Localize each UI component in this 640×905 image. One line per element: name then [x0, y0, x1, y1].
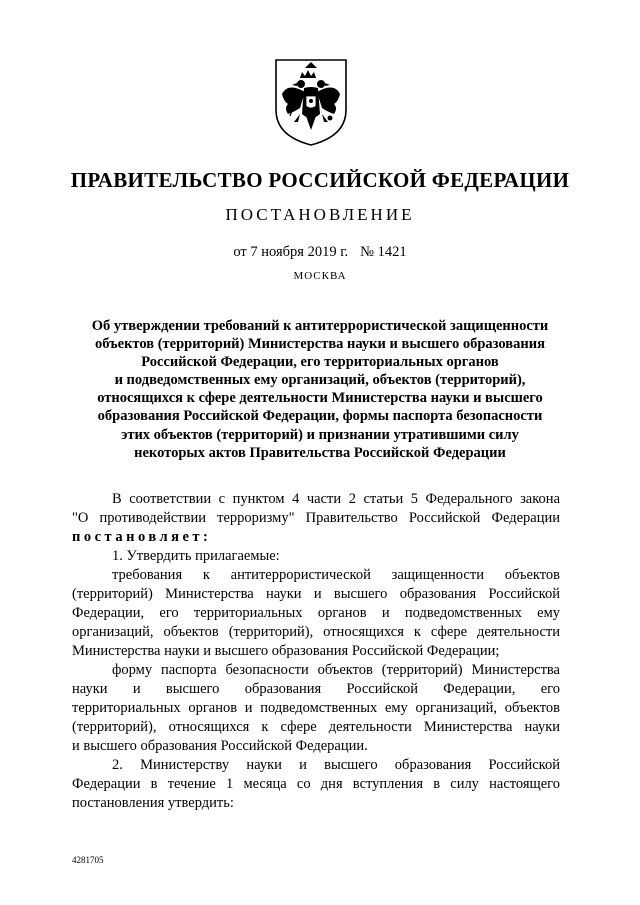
document-date-line [0, 244, 640, 261]
government-title: ПРАВИТЕЛЬСТВО РОССИЙСКОЙ ФЕДЕРАЦИИ [70, 168, 570, 192]
requirements-line: Федерации, его территориальных органов и подведомственных ему [72, 605, 560, 621]
decree-word-line [72, 528, 560, 547]
item-2-line: 2. Министерству науки и высшего образования Российской [112, 757, 560, 773]
passport-line: науки и высшего образования Российской Федерации, его [72, 681, 560, 697]
item-2-line: постановления утвердить: [72, 795, 234, 811]
item-2-line: Федерации в течение 1 месяца со дня вступления в силу настоящего [72, 776, 560, 792]
preamble-line: В соответствии с пунктом 4 части 2 статьи 5 Федерального закона [112, 491, 560, 507]
requirements-line: (территорий) Министерства науки и высшего образования Российской [72, 586, 560, 602]
passport-line: форму паспорта безопасности объектов (территорий) Министерства [112, 662, 560, 678]
document-type: ПОСТАНОВЛЕНИЕ [225, 205, 415, 224]
passport-line: (территорий), относящихся к сфере деятельности Министерства науки [72, 719, 560, 735]
requirements-line: Министерства науки и высшего образования Российской Федерации; [72, 643, 500, 659]
document-number: № 1421 [360, 244, 407, 260]
item-1-line: 1. Утвердить прилагаемые: [112, 548, 280, 564]
document-city: МОСКВА [293, 270, 347, 282]
heading-line: некоторых актов Правительства Российской Федерации [134, 444, 506, 461]
heading-line: этих объектов (территорий) и признании утратившими силу [121, 426, 519, 443]
requirements-line: организаций, объектов (территорий), относящихся к сфере деятельности [72, 624, 560, 640]
document-date: от 7 ноября 2019 г. [233, 244, 349, 260]
heading-line: Российской Федерации, его территориальных органов [141, 354, 499, 371]
document-heading [60, 317, 580, 462]
passport-line: территориальных органов и подведомственных ему организаций, объектов [72, 700, 560, 716]
requirements-line: требования к антитеррористической защищенности объектов [112, 567, 560, 583]
decree-word: постановляет: [72, 529, 212, 545]
coat-of-arms-icon [270, 52, 352, 148]
heading-line: относящихся к сфере деятельности Министерства науки и высшего [97, 390, 543, 407]
document-code: 4281705 [72, 855, 104, 865]
heading-line: Об утверждении требований к антитеррористической защищенности [91, 318, 549, 334]
heading-line: и подведомственных ему организаций, объектов (территорий), [114, 372, 526, 389]
passport-line: и высшего образования Российской Федерации. [72, 738, 368, 754]
heading-line: объектов (территорий) Министерства науки и высшего образования [95, 336, 545, 353]
preamble-line: "О противодействии терроризму" Правительство Российской Федерации [72, 510, 560, 526]
document-body [72, 490, 560, 813]
heading-line: образования Российской Федерации, формы паспорта безопасности [97, 408, 543, 425]
